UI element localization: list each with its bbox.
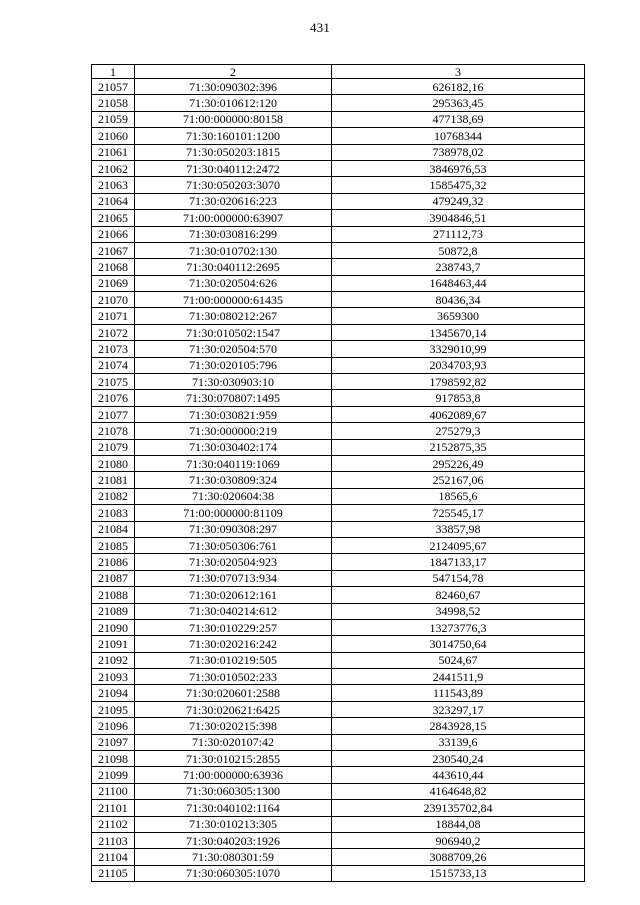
value-cell: 477138,69 (332, 111, 585, 127)
cadastral-number-cell: 71:30:020504:626 (135, 275, 332, 291)
value-cell: 906940,2 (332, 832, 585, 848)
cadastral-number-cell: 71:30:040102:1164 (135, 800, 332, 816)
cadastral-number-cell: 71:30:080212:267 (135, 308, 332, 324)
table-row (92, 177, 585, 193)
table-row (92, 537, 585, 553)
table-row (92, 652, 585, 668)
table-row (92, 439, 585, 455)
table-row (92, 488, 585, 504)
row-number-cell: 21064 (92, 193, 135, 209)
table-row (92, 587, 585, 603)
value-cell: 275279,3 (332, 423, 585, 439)
cadastral-number-cell: 71:00:000000:80158 (135, 111, 332, 127)
value-cell: 82460,67 (332, 587, 585, 603)
row-number-cell: 21070 (92, 292, 135, 308)
table-row (92, 767, 585, 783)
value-cell: 18844,08 (332, 816, 585, 832)
table-row (92, 308, 585, 324)
table-row (92, 275, 585, 291)
page-number: 431 (309, 20, 331, 35)
value-cell: 626182,16 (332, 79, 585, 95)
table-row (92, 603, 585, 619)
row-number-cell: 21087 (92, 570, 135, 586)
cadastral-number-cell: 71:30:040112:2472 (135, 160, 332, 176)
value-cell: 1648463,44 (332, 275, 585, 291)
table-row (92, 259, 585, 275)
column-header-2: 2 (135, 65, 332, 79)
row-number-cell: 21081 (92, 472, 135, 488)
cadastral-number-cell: 71:30:070713:934 (135, 570, 332, 586)
cadastral-number-cell: 71:30:040119:1069 (135, 455, 332, 471)
row-number-cell: 21075 (92, 374, 135, 390)
row-number-cell: 21073 (92, 341, 135, 357)
row-number-cell: 21072 (92, 324, 135, 340)
cadastral-number-cell: 71:30:020105:796 (135, 357, 332, 373)
row-number-cell: 21104 (92, 849, 135, 865)
row-number-cell: 21084 (92, 521, 135, 537)
table-row (92, 619, 585, 635)
cadastral-number-cell: 71:30:160101:1200 (135, 128, 332, 144)
cadastral-number-cell: 71:30:020621:6425 (135, 701, 332, 717)
row-number-cell: 21089 (92, 603, 135, 619)
table-row (92, 210, 585, 226)
value-cell: 725545,17 (332, 505, 585, 521)
value-cell: 33139,6 (332, 734, 585, 750)
row-number-cell: 21078 (92, 423, 135, 439)
cadastral-number-cell: 71:30:020216:242 (135, 636, 332, 652)
cadastral-number-cell: 71:30:030809:324 (135, 472, 332, 488)
cadastral-number-cell: 71:30:040112:2695 (135, 259, 332, 275)
table-row (92, 751, 585, 767)
table-row (92, 783, 585, 799)
column-header-1: 1 (92, 65, 135, 79)
cadastral-number-cell: 71:30:010702:130 (135, 242, 332, 258)
table-row (92, 554, 585, 570)
table-row (92, 701, 585, 717)
row-number-cell: 21071 (92, 308, 135, 324)
value-cell: 80436,34 (332, 292, 585, 308)
row-number-cell: 21074 (92, 357, 135, 373)
cadastral-number-cell: 71:30:050306:761 (135, 537, 332, 553)
cadastral-number-cell: 71:30:020504:923 (135, 554, 332, 570)
cadastral-number-cell: 71:30:060305:1070 (135, 865, 332, 881)
table-row (92, 521, 585, 537)
table-header-row (92, 65, 585, 79)
cadastral-number-cell: 71:30:020504:570 (135, 341, 332, 357)
value-cell: 238743,7 (332, 259, 585, 275)
value-cell: 10768344 (332, 128, 585, 144)
row-number-cell: 21067 (92, 242, 135, 258)
value-cell: 443610,44 (332, 767, 585, 783)
cadastral-number-cell: 71:30:050203:3070 (135, 177, 332, 193)
column-header-3: 3 (332, 65, 585, 79)
cadastral-number-cell: 71:30:010229:257 (135, 619, 332, 635)
table-body (92, 79, 585, 882)
cadastral-number-cell: 71:30:030816:299 (135, 226, 332, 242)
value-cell: 1515733,13 (332, 865, 585, 881)
value-cell: 2441511,9 (332, 669, 585, 685)
row-number-cell: 21068 (92, 259, 135, 275)
value-cell: 2843928,15 (332, 718, 585, 734)
value-cell: 4164648,82 (332, 783, 585, 799)
value-cell: 3659300 (332, 308, 585, 324)
cadastral-number-cell: 71:30:080301:59 (135, 849, 332, 865)
table-row (92, 849, 585, 865)
cadastral-number-cell: 71:30:020601:2588 (135, 685, 332, 701)
cadastral-number-cell: 71:30:020616:223 (135, 193, 332, 209)
table-row (92, 111, 585, 127)
row-number-cell: 21091 (92, 636, 135, 652)
value-cell: 13273776,3 (332, 619, 585, 635)
cadastral-number-cell: 71:30:010219:505 (135, 652, 332, 668)
table-row (92, 685, 585, 701)
table-row (92, 505, 585, 521)
value-cell: 1847133,17 (332, 554, 585, 570)
cadastral-number-cell: 71:30:050203:1815 (135, 144, 332, 160)
cadastral-number-cell: 71:00:000000:63907 (135, 210, 332, 226)
cadastral-number-cell: 71:30:010502:233 (135, 669, 332, 685)
value-cell: 2034703,93 (332, 357, 585, 373)
value-cell: 34998,52 (332, 603, 585, 619)
cadastral-number-cell: 71:30:030821:959 (135, 406, 332, 422)
table-row (92, 636, 585, 652)
cadastral-number-cell: 71:30:020612:161 (135, 587, 332, 603)
row-number-cell: 21065 (92, 210, 135, 226)
table-row (92, 669, 585, 685)
row-number-cell: 21060 (92, 128, 135, 144)
row-number-cell: 21105 (92, 865, 135, 881)
value-cell: 111543,89 (332, 685, 585, 701)
value-cell: 252167,06 (332, 472, 585, 488)
value-cell: 33857,98 (332, 521, 585, 537)
value-cell: 5024,67 (332, 652, 585, 668)
value-cell: 323297,17 (332, 701, 585, 717)
cadastral-number-cell: 71:30:090308:297 (135, 521, 332, 537)
row-number-cell: 21100 (92, 783, 135, 799)
value-cell: 3846976,53 (332, 160, 585, 176)
cadastral-number-cell: 71:30:090302:396 (135, 79, 332, 95)
value-cell: 3014750,64 (332, 636, 585, 652)
cadastral-number-cell: 71:30:060305:1300 (135, 783, 332, 799)
cadastral-number-cell: 71:00:000000:81109 (135, 505, 332, 521)
row-number-cell: 21098 (92, 751, 135, 767)
row-number-cell: 21095 (92, 701, 135, 717)
cadastral-number-cell: 71:30:010215:2855 (135, 751, 332, 767)
cadastral-number-cell: 71:30:020215:398 (135, 718, 332, 734)
table-row (92, 193, 585, 209)
table-row (92, 832, 585, 848)
row-number-cell: 21069 (92, 275, 135, 291)
row-number-cell: 21102 (92, 816, 135, 832)
row-number-cell: 21076 (92, 390, 135, 406)
value-cell: 50872,8 (332, 242, 585, 258)
row-number-cell: 21080 (92, 455, 135, 471)
value-cell: 3088709,26 (332, 849, 585, 865)
row-number-cell: 21094 (92, 685, 135, 701)
table-row (92, 734, 585, 750)
table-row (92, 128, 585, 144)
table-row (92, 800, 585, 816)
table-row (92, 95, 585, 111)
row-number-cell: 21079 (92, 439, 135, 455)
row-number-cell: 21103 (92, 832, 135, 848)
table-row (92, 160, 585, 176)
table-row (92, 357, 585, 373)
row-number-cell: 21099 (92, 767, 135, 783)
value-cell: 271112,73 (332, 226, 585, 242)
cadastral-number-cell: 71:30:010213:305 (135, 816, 332, 832)
table-row (92, 226, 585, 242)
table-row (92, 406, 585, 422)
cadastral-number-cell: 71:30:070807:1495 (135, 390, 332, 406)
row-number-cell: 21096 (92, 718, 135, 734)
cadastral-number-cell: 71:30:030903:10 (135, 374, 332, 390)
table-row (92, 292, 585, 308)
cadastral-number-cell: 71:30:010502:1547 (135, 324, 332, 340)
cadastral-number-cell: 71:30:040203:1926 (135, 832, 332, 848)
cadastral-number-cell: 71:30:020604:38 (135, 488, 332, 504)
row-number-cell: 21083 (92, 505, 135, 521)
row-number-cell: 21082 (92, 488, 135, 504)
row-number-cell: 21093 (92, 669, 135, 685)
cadastral-number-cell: 71:30:040214:612 (135, 603, 332, 619)
table-row (92, 472, 585, 488)
row-number-cell: 21063 (92, 177, 135, 193)
value-cell: 239135702,84 (332, 800, 585, 816)
row-number-cell: 21086 (92, 554, 135, 570)
table-row (92, 570, 585, 586)
row-number-cell: 21085 (92, 537, 135, 553)
value-cell: 4062089,67 (332, 406, 585, 422)
value-cell: 547154,78 (332, 570, 585, 586)
row-number-cell: 21058 (92, 95, 135, 111)
table-row (92, 79, 585, 95)
value-cell: 3904846,51 (332, 210, 585, 226)
row-number-cell: 21092 (92, 652, 135, 668)
table-row (92, 341, 585, 357)
row-number-cell: 21090 (92, 619, 135, 635)
cadastral-number-cell: 71:00:000000:63936 (135, 767, 332, 783)
table-row (92, 423, 585, 439)
value-cell: 2124095,67 (332, 537, 585, 553)
cadastral-number-cell: 71:30:030402:174 (135, 439, 332, 455)
value-cell: 917853,8 (332, 390, 585, 406)
row-number-cell: 21088 (92, 587, 135, 603)
table-row (92, 718, 585, 734)
cadastral-number-cell: 71:30:000000:219 (135, 423, 332, 439)
value-cell: 479249,32 (332, 193, 585, 209)
row-number-cell: 21059 (92, 111, 135, 127)
table-row (92, 374, 585, 390)
row-number-cell: 21062 (92, 160, 135, 176)
row-number-cell: 21066 (92, 226, 135, 242)
value-cell: 1798592,82 (332, 374, 585, 390)
cadastral-number-cell: 71:30:020107:42 (135, 734, 332, 750)
table-row (92, 324, 585, 340)
table-row (92, 390, 585, 406)
row-number-cell: 21097 (92, 734, 135, 750)
value-cell: 1585475,32 (332, 177, 585, 193)
value-cell: 3329010,99 (332, 341, 585, 357)
value-cell: 2152875,35 (332, 439, 585, 455)
value-cell: 295226,49 (332, 455, 585, 471)
table-row (92, 865, 585, 881)
table-row (92, 242, 585, 258)
table-row (92, 455, 585, 471)
row-number-cell: 21101 (92, 800, 135, 816)
value-cell: 295363,45 (332, 95, 585, 111)
value-cell: 230540,24 (332, 751, 585, 767)
table-row (92, 816, 585, 832)
table-row (92, 144, 585, 160)
value-cell: 18565,6 (332, 488, 585, 504)
cadastral-number-cell: 71:30:010612:120 (135, 95, 332, 111)
row-number-cell: 21061 (92, 144, 135, 160)
row-number-cell: 21077 (92, 406, 135, 422)
cadastral-number-cell: 71:00:000000:61435 (135, 292, 332, 308)
value-cell: 738978,02 (332, 144, 585, 160)
row-number-cell: 21057 (92, 79, 135, 95)
registry-table (91, 64, 585, 882)
value-cell: 1345670,14 (332, 324, 585, 340)
